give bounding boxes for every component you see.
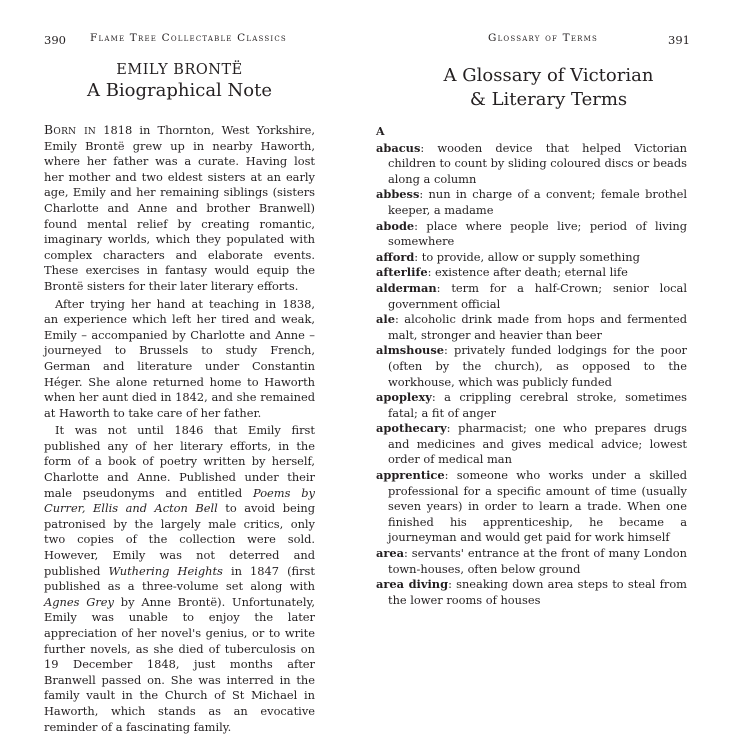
glossary-entry bbox=[376, 421, 687, 468]
glossary-definition: : existence after death; eternal life bbox=[427, 265, 628, 280]
glossary-entry bbox=[376, 546, 687, 577]
glossary-entry bbox=[376, 312, 687, 343]
glossary-list bbox=[376, 124, 687, 608]
section-letter: A bbox=[376, 125, 385, 138]
glossary-entry bbox=[376, 219, 687, 250]
glossary-title-line-2: & Literary Terms bbox=[469, 89, 628, 110]
book-title-agnes-grey: Agnes Grey bbox=[44, 594, 114, 609]
glossary-definition: : servants' entrance at the front of many London town-houses, often below ground bbox=[388, 546, 687, 576]
glossary-term: apoplexy bbox=[376, 390, 432, 405]
glossary-definition: : alcoholic drink made from hops and fermented malt, stronger and heavier than beer bbox=[388, 312, 687, 342]
glossary-entry bbox=[376, 343, 687, 390]
left-page bbox=[0, 0, 365, 734]
glossary-entry bbox=[376, 390, 687, 421]
bio-paragraph-3-text-b: to avoid being patronised by the largely male critics, only two copies of the collection were sold. However, Emily was not deterred and published bbox=[44, 501, 316, 578]
right-page bbox=[366, 0, 731, 607]
glossary-definition: : someone who works under a skilled professional for a specific amount of time (usually seven years) in order to learn a trade. When one finished his apprenticeship, he became a journeyman and would get paid for work himself bbox=[388, 468, 687, 545]
glossary-entry bbox=[376, 187, 687, 218]
glossary-entry bbox=[376, 265, 687, 281]
bio-paragraph-1 bbox=[44, 122, 315, 295]
glossary-entry bbox=[376, 468, 687, 546]
running-head-right: Glossary of Terms bbox=[488, 32, 598, 44]
glossary-term: afterlife bbox=[376, 265, 428, 280]
glossary-definition: : place where people live; period of living somewhere bbox=[388, 218, 687, 249]
glossary-definition: : term for a half-Crown; senior local government official bbox=[388, 280, 687, 311]
glossary-entry bbox=[376, 281, 687, 312]
page-number-right: 391 bbox=[668, 33, 690, 47]
glossary-title bbox=[396, 64, 701, 112]
glossary-definition: : privately funded lodgings for the poor (often by the church), as opposed to the workhouse, which was publicly funded bbox=[388, 343, 687, 389]
bio-paragraph-2 bbox=[44, 297, 315, 422]
biography-text bbox=[44, 122, 315, 737]
book-title-wuthering-heights: Wuthering Heights bbox=[108, 563, 223, 578]
glossary-definition: : a crippling cerebral stroke, sometimes fatal; a fit of anger bbox=[388, 390, 687, 420]
glossary-definition: : sneaking down area steps to steal from the lower rooms of houses bbox=[388, 577, 687, 607]
glossary-definition: : nun in charge of a convent; female brothel keeper, a madame bbox=[388, 187, 687, 217]
glossary-term: alderman bbox=[376, 280, 437, 295]
glossary-term: area diving bbox=[376, 577, 449, 592]
bio-paragraph-3-text-c: in 1847 (first published as a three-volume set along with bbox=[44, 563, 315, 594]
glossary-term: almshouse bbox=[376, 343, 444, 358]
biographical-note-title: A Biographical Note bbox=[86, 80, 273, 101]
glossary-title-line-1: A Glossary of Victorian bbox=[443, 65, 654, 86]
glossary-entry bbox=[376, 141, 687, 188]
glossary-term: abacus bbox=[376, 140, 421, 155]
bio-paragraph-2-text: After trying her hand at teaching in 1838, an experience which left her tired and weak, Emily – accompanied by Charlotte and Anne – journeyed to Brussels to study French, German and literature under Constantin Héger. She alone returned home to Haworth when her aunt died in 1842, and she remained at Haworth to take care of her father. bbox=[44, 296, 315, 420]
bio-paragraph-3-text-a: It was not until 1846 that Emily first published any of her literary efforts, in the form of a book of poetry written by herself, Charlotte and Anne. Published under their male pseudonyms and entitled bbox=[44, 423, 315, 500]
glossary-term: apprentice bbox=[376, 468, 445, 483]
glossary-term: abode bbox=[376, 218, 415, 233]
glossary-entry bbox=[376, 250, 687, 266]
opening-small-caps: Born in bbox=[44, 122, 97, 137]
bio-paragraph-3 bbox=[44, 423, 315, 735]
glossary-entry bbox=[376, 577, 687, 608]
glossary-definition: : wooden device that helped Victorian children to count by sliding coloured discs or beads along a column bbox=[388, 140, 687, 186]
glossary-term: apothecary bbox=[376, 421, 447, 436]
glossary-term: ale bbox=[376, 312, 395, 327]
glossary-definition: : pharmacist; one who prepares drugs and medicines and gives medical advice; lowest order of medical man bbox=[388, 421, 687, 467]
author-heading: EMILY BRONTË bbox=[116, 62, 243, 78]
running-head-left: Flame Tree Collectable Classics bbox=[90, 32, 287, 44]
bio-paragraph-1-text: 1818 in Thornton, West Yorkshire, Emily Brontë grew up in nearby Haworth, where her father was a curate. Having lost her mother and two eldest sisters at an early age, Emily and her remaining siblings (sisters Charlotte and Anne and brother Branwell) found mental relief by creating romantic, imaginary worlds, which they populated with complex characters and elaborate events. These exercises in fantasy would equip the Brontë sisters for their later literary efforts. bbox=[44, 123, 316, 293]
glossary-term: abbess bbox=[376, 187, 420, 202]
glossary-definition: : to provide, allow or supply something bbox=[414, 249, 640, 264]
glossary-term: afford bbox=[376, 249, 415, 264]
book-title-poems: Poems by Currer, Ellis and Acton Bell bbox=[44, 485, 315, 516]
glossary-term: area bbox=[376, 546, 405, 561]
page-number-left: 390 bbox=[44, 33, 66, 47]
bio-paragraph-3-text-d: by Anne Brontë). Unfortunately, Emily was unable to enjoy the later appreciation of her novel's genius, or to write further novels, as she died of tuberculosis on 19 December 1848, just months after Branwell passed on. She was interred in the family vault in the Church of St Michael in Haworth, which stands as an evocative reminder of a fascinating family. bbox=[44, 594, 315, 734]
